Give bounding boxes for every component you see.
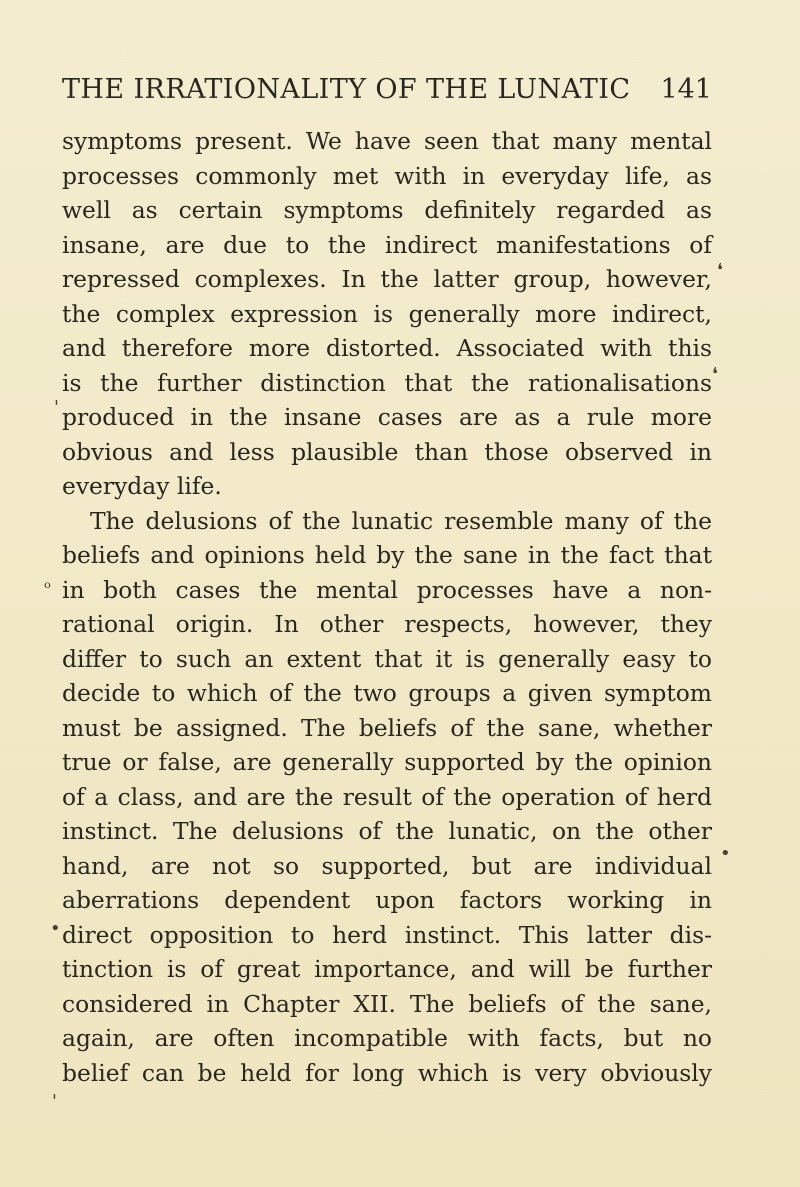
text-line: again, are often incompatible with facts, but no — [62, 1024, 712, 1052]
paragraph-start-line: The delusions of the lunatic resemble many of the — [90, 506, 712, 535]
text-line: the complex expression is generally more indirect, — [62, 299, 712, 328]
text-line: must be assigned. The beliefs of the sane, whether — [62, 713, 712, 742]
text-line: insane, are due to the indirect manifestations of — [62, 230, 712, 259]
text-line: in both cases the mental processes have a non- — [62, 575, 712, 604]
page-number: 141 — [660, 74, 712, 105]
margin-pencil-mark: • — [50, 918, 61, 939]
text-line: true or false, are generally supported by the opinion — [62, 748, 712, 776]
text-line: considered in Chapter XII. The beliefs of the sane, — [62, 989, 712, 1018]
margin-pencil-mark: ❛ — [717, 260, 723, 281]
text-line: obvious and less plausible than those observed in — [62, 437, 712, 466]
text-line: symptoms present. We have seen that many mental — [62, 127, 712, 155]
body-text — [62, 124, 712, 1090]
text-line: tinction is of great importance, and will be further — [62, 955, 712, 983]
text-line: differ to such an extent that it is generally easy to — [62, 644, 712, 673]
running-head — [62, 74, 712, 114]
text-line: processes commonly met with in everyday life, as — [62, 161, 712, 190]
margin-pencil-mark: ' — [52, 1091, 57, 1112]
margin-pencil-mark: ❛ — [712, 364, 718, 385]
text-line: instinct. The delusions of the lunatic, on the other — [62, 817, 712, 845]
text-line: hand, are not so supported, but are individual — [62, 851, 712, 880]
text-line: everyday life. — [62, 472, 222, 500]
text-line: well as certain symptoms definitely regarded as — [62, 196, 712, 224]
margin-pencil-mark: • — [720, 843, 731, 864]
text-line: belief can be held for long which is very obviously — [62, 1058, 712, 1087]
text-line: rational origin. In other respects, however, they — [62, 610, 712, 638]
text-line: and therefore more distorted. Associated with this — [62, 334, 712, 362]
running-title: THE IRRATIONALITY OF THE LUNATIC — [62, 74, 631, 105]
text-line: aberrations dependent upon factors working in — [62, 886, 712, 914]
text-line: is the further distinction that the rationalisations — [62, 368, 712, 397]
text-line: decide to which of the two groups a given symptom — [62, 679, 712, 707]
text-line: direct opposition to herd instinct. This latter dis- — [62, 920, 712, 949]
text-line: repressed complexes. In the latter group, however, — [62, 265, 712, 293]
text-line: produced in the insane cases are as a rule more — [62, 403, 712, 431]
text-line: of a class, and are the result of the operation of herd — [62, 782, 712, 811]
text-line: beliefs and opinions held by the sane in the fact that — [62, 541, 712, 569]
margin-pencil-mark: ' — [54, 397, 59, 418]
margin-pencil-mark: ₒ — [44, 572, 51, 593]
